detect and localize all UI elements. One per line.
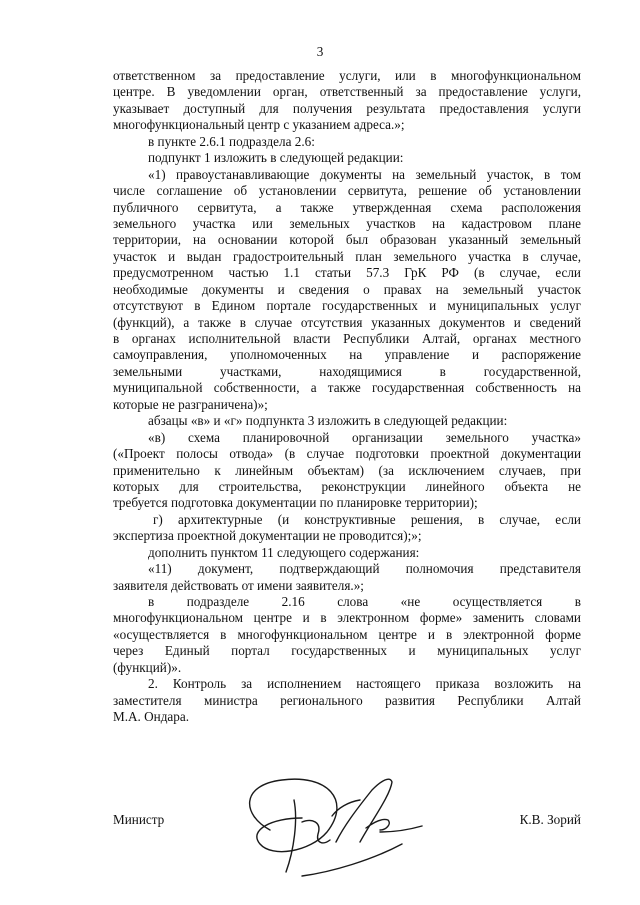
text-line: земельного участка или земельных участков на кадастровом плане <box>113 215 581 231</box>
page-number: 3 <box>316 44 324 59</box>
text-line: указывает доступный для получения результата предоставления услуги <box>113 100 581 116</box>
text-line: дополнить пунктом 11 следующего содержания: <box>148 544 420 560</box>
text-line: предусмотренном частью 1.1 статьи 57.3 ГрК РФ (в случае, если <box>113 265 581 281</box>
text-line: «в) схема планировочной организации земельного участка» <box>148 429 581 445</box>
text-line: «осуществляется в многофункциональном центре и в электронной форме <box>113 626 581 642</box>
text-line: самоуправления, уполномоченных на управление и распоряжение <box>113 347 581 363</box>
text-line: в подразделе 2.16 слова «не осуществляется в <box>148 594 581 609</box>
text-line: заявителя действовать от имени заявителя.»; <box>113 577 364 593</box>
text-line: необходимые документы и сведения о правах на земельный участок <box>113 281 581 297</box>
text-line: числе соглашение об установлении сервитута, решение об установлении <box>113 183 581 199</box>
document-body <box>113 68 581 726</box>
text-line: экспертиза проектной документации не проводится);»; <box>113 528 422 544</box>
text-line: г) архитектурные (и конструктивные решения, в случае, если <box>153 511 581 527</box>
text-line: которых для строительства, реконструкции линейного объекта не <box>113 478 581 494</box>
text-line: применительно к линейным объектам) (за исключением случаев, при <box>113 462 581 478</box>
text-line: ответственном за предоставление услуги, или в многофункциональном <box>113 68 581 83</box>
signer-title: Министр <box>113 812 165 827</box>
text-line: муниципальной собственности, а также государственная собственность на <box>113 380 581 396</box>
text-line: в органах исполнительной власти Республики Алтай, органах местного <box>113 331 581 346</box>
text-line: требуется подготовка документации по планировке территории); <box>113 495 478 511</box>
text-line: заместителя министра регионального развития Республики Алтай <box>113 692 581 708</box>
text-line: М.А. Ондара. <box>113 709 190 725</box>
text-line: через Единый портал государственных и муниципальных услуг <box>113 643 581 659</box>
text-line: отсутствуют в Едином портале государственных и муниципальных услуг <box>113 298 581 314</box>
text-line: «11) документ, подтверждающий полномочия представителя <box>148 561 581 577</box>
text-line: абзацы «в» и «г» подпункта 3 изложить в следующей редакции: <box>148 413 508 429</box>
text-line: которые не разграничена)»; <box>113 396 268 412</box>
text-line: центре. В уведомлении орган, ответственный за предоставление услуги, <box>113 84 581 100</box>
text-line: в пункте 2.6.1 подраздела 2.6: <box>148 133 315 149</box>
text-line: территории, на основании которой был образован указанный земельный <box>113 232 581 248</box>
text-line: («Проект полосы отвода» (в случае подготовки проектной документации <box>113 446 581 462</box>
text-line: участок и выдан градостроительный план земельного участка в случае, <box>113 248 581 264</box>
text-line: земельными участками, находящимися в государственной, <box>113 363 581 379</box>
signature-block <box>113 812 581 832</box>
text-line: многофункциональном центре и в электронном форме» заменить словами <box>113 610 581 626</box>
text-line: подпункт 1 изложить в следующей редакции: <box>148 150 404 166</box>
text-line: многофункциональный центр с указанием адреса.»; <box>113 117 405 133</box>
text-line: (функций)». <box>113 659 182 675</box>
text-line: публичного сервитута, а также утвержденная схема расположения <box>113 199 581 215</box>
signer-name: К.В. Зорий <box>519 812 581 827</box>
text-line: 2. Контроль за исполнением настоящего приказа возложить на <box>148 676 581 692</box>
text-line: (функций), а также в случае отсутствия указанных документов и сведений <box>113 314 581 330</box>
text-line: «1) правоустанавливающие документы на земельный участок, в том <box>148 166 581 182</box>
